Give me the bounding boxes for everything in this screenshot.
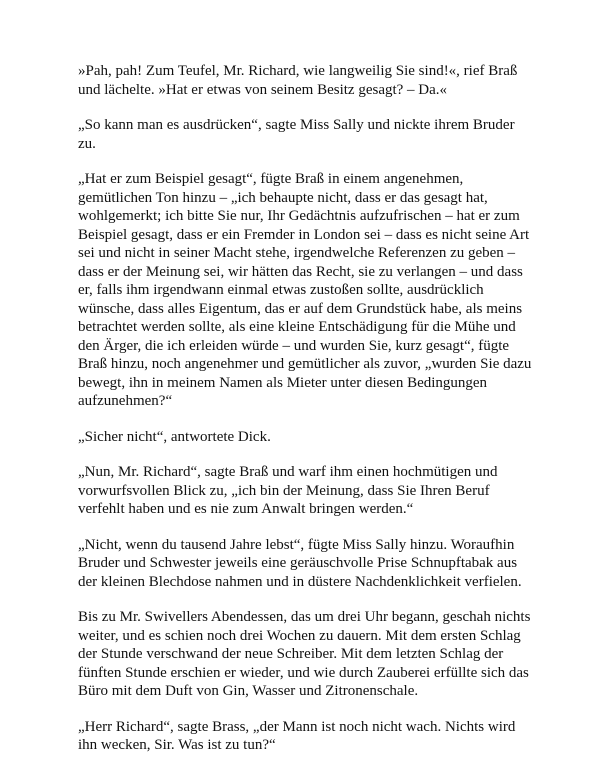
paragraph-8: „Herr Richard“, sagte Brass, „der Mann ist noch nicht wach. Nichts wird ihn wecken, Sir. Was ist zu tun?“: [78, 718, 516, 753]
paragraph-3: „Hat er zum Beispiel gesagt“, fügte Braß in einem angenehmen, gemütlichen Ton hinzu – „ich behaupte nicht, dass er das gesagt hat, wohlgemerkt; ich bitte Sie nur, Ihr Gedächtnis aufzufrischen – hat er zum Beispiel gesagt, dass er ein Fremder in London sei – dass es nicht seine Art sei und nicht in seiner Macht stehe, irgendwelche Referenzen zu geben – dass er der Meinung sei, wir hätten das Recht, sie zu verlangen – und dass er, falls ihm irgendwann einmal etwas zustoßen sollte, ausdrücklich wünsche, dass alles Eigentum, das er auf dem Grundstück habe, als meins betrachtet werden sollte, als eine kleine Entschädigung für die Mühe und den Ärger, die ich erleiden würde – und wurden Sie, kurz gesagt“, fügte Braß hinzu, noch angenehmer und gemütlicher als zuvor, „wurden Sie dazu bewegt, ihn in meinem Namen als Mieter unter diesen Bedingungen aufzunehmen?“: [78, 171, 532, 409]
paragraph-1: »Pah, pah! Zum Teufel, Mr. Richard, wie langweilig Sie sind!«, rief Braß und lächelte. »Hat er etwas von seinem Besitz gesagt? – Da.«: [78, 63, 518, 98]
paragraph-7: Bis zu Mr. Swivellers Abendessen, das um drei Uhr begann, geschah nichts weiter, und es schien noch drei Wochen zu dauern. Mit dem ersten Schlag der Stunde verschwand der neue Schreiber. Mit dem letzten Schlag der fünften Stunde erschien er wieder, und wie durch Zauberei erfüllte sich das Büro mit dem Duft von Gin, Wasser und Zitronenschale.: [78, 609, 531, 699]
document-page: [78, 62, 534, 772]
paragraph-2: „So kann man es ausdrücken“, sagte Miss Sally und nickte ihrem Bruder zu.: [78, 117, 515, 152]
paragraph-4: „Sicher nicht“, antwortete Dick.: [78, 428, 271, 445]
paragraph-5: „Nun, Mr. Richard“, sagte Braß und warf ihm einen hochmütigen und vorwurfsvollen Blick zu, „ich bin der Meinung, dass Sie Ihren Beruf verfehlt haben und es nie zum Anwalt bringen werden.“: [78, 464, 498, 517]
paragraph-6: „Nicht, wenn du tausend Jahre lebst“, fügte Miss Sally hinzu. Woraufhin Bruder und Schwester jeweils eine geräuschvolle Prise Schnupftabak aus der kleinen Blechdose nahmen und in düstere Nachdenklichkeit verfielen.: [78, 536, 522, 590]
